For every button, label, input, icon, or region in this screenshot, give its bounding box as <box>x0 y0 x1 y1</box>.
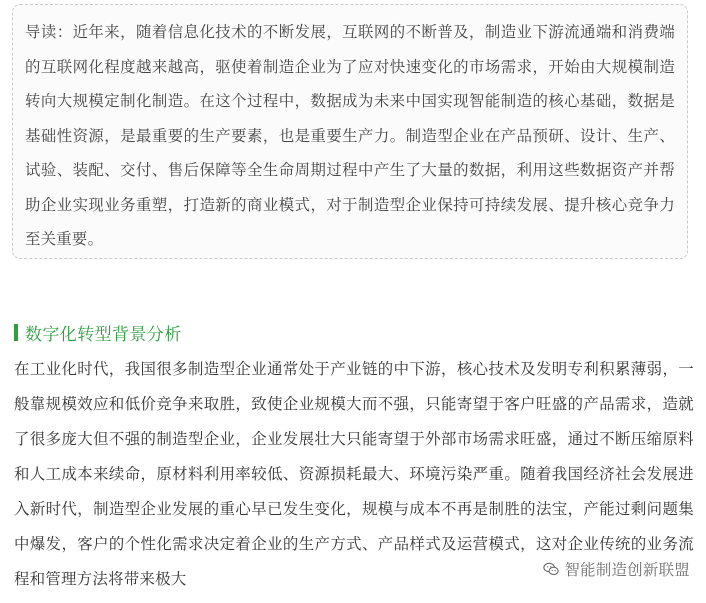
watermark-text: 智能制造创新联盟 <box>564 561 690 579</box>
intro-text: 导读：近年来，随着信息化技术的不断发展，互联网的不断普及，制造业下游流通端和消费端的互联网化程度越来越高，驱使着制造企业为了应对快速变化的市场需求，开始由大规模制造转向大规模定制化制造。在这个过程中，数据成为未来中国实现智能制造的核心基础，数据是基础性资源，是最重要的生产要素，也是重要生产力。制造型企业在产品预研、设计、生产、试验、装配、交付、售后保障等全生命周期过程中产生了大量的数据，利用这些数据资产并帮助企业实现业务重塑，打造新的商业模式，对于制造型企业保持可持续发展、提升核心竞争力至关重要。 <box>25 23 675 248</box>
watermark <box>538 556 694 582</box>
section-title: 数字化转型背景分析 <box>25 324 182 345</box>
section-heading <box>14 318 182 346</box>
intro-box <box>12 4 688 259</box>
section-body-text: 在工业化时代，我国很多制造型企业通常处于产业链的中下游，核心技术及发明专利积累薄弱，一般靠规模效应和低价竞争来取胜，致使企业规模大而不强，只能寄望于客户旺盛的产品需求，造就了很多庞大但不强的制造型企业，企业发展壮大只能寄望于外部市场需求旺盛，通过不断压缩原料和人工成本来续命，原材料利用率较低、资源损耗最大、环境污染严重。随着我国经济社会发展进入新时代，制造型企业发展的重心早已发生变化，规模与成本不再是制胜的法宝，产能过剩问题集中爆发，客户的个性化需求决定着企业的生产方式、产品样式及运营模式，这对企业传统的业务流程和管理方法将带来极大 <box>14 360 694 588</box>
heading-accent-bar <box>14 324 18 341</box>
wechat-icon <box>542 560 560 578</box>
